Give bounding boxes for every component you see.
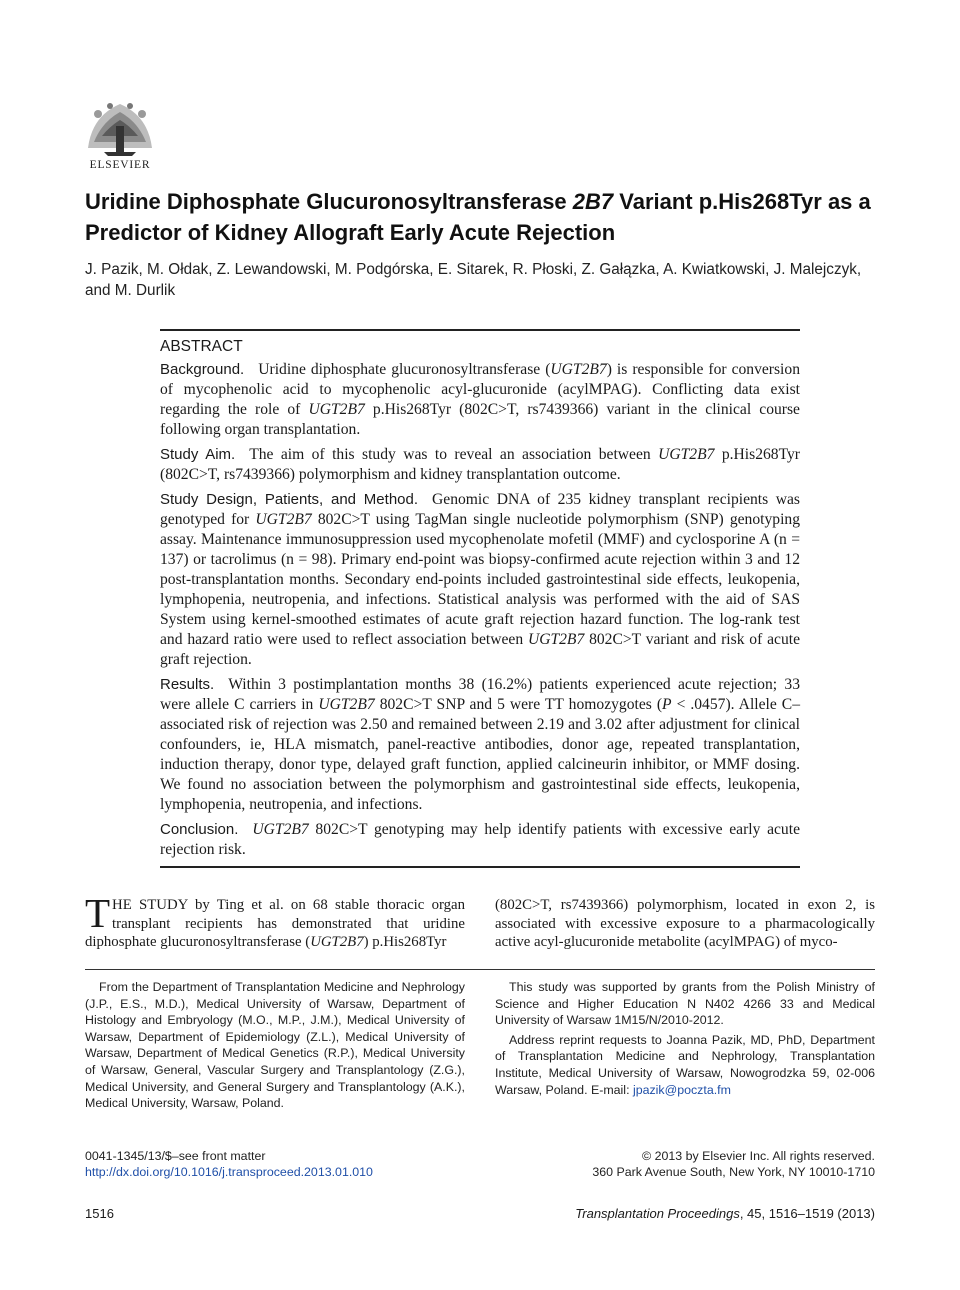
funding-note: This study was supported by grants from the Polish Ministry of Science and Higher Education N N402 4266 33 and Medical University of Warsaw 1M15/N/2010-2012. <box>495 980 875 1028</box>
funding-footnotes <box>495 979 875 1101</box>
abstract-background: Background. Uridine diphosphate glucuronosyltransferase (UGT2B7) is responsible for conversion of mycophenolic acid to mycophenolic acyl-glucuronide (acylMPAG). Conflicting data exist regarding the role of UGT2B7 p.His268Tyr (802C>T, rs7439366) variant in the clinical course following organ transplantation. <box>160 361 800 438</box>
front-matter-info <box>85 1148 373 1180</box>
article-title: Uridine Diphosphate Glucuronosyltransferase 2B7 Variant p.His268Tyr as a Predictor of Kidney Allograft Early Acute Rejection <box>85 189 871 245</box>
page-number: 1516 <box>85 1206 114 1221</box>
author-list: J. Pazik, M. Ołdak, Z. Lewandowski, M. Podgórska, E. Sitarek, R. Płoski, Z. Gałązka, A. Kwiatkowski, J. Malejczyk, and M. Durlik <box>85 261 862 299</box>
doi-link[interactable]: http://dx.doi.org/10.1016/j.transproceed.2013.01.010 <box>85 1165 373 1179</box>
body-column-right: (802C>T, rs7439366) polymorphism, located in exon 2, is associated with excessive exposure to a pharmacologically active acyl-glucuronide metabolite (acylMPAG) of myco- <box>495 897 875 951</box>
issn-line: 0041-1345/13/$–see front matter <box>85 1149 266 1163</box>
body-column-left: THE STUDY by Ting et al. on 68 stable thoracic organ transplant recipients has demonstrated that uridine diphosphate glucuronosyltransferase (UGT2B7) p.His268Tyr <box>85 890 465 951</box>
abstract-results: Results. Within 3 postimplantation months 38 (16.2%) patients experienced acute rejection; 33 were allele C carriers in UGT2B7 802C>T SNP and 5 were TT homozygotes (P < .0457). Allele C–associated risk of rejection was 2.50 and remained between 2.19 and 3.02 after adjustment for clinical confounders, ie, HLA mismatch, panel-reactive antibodies, donor age, repeated transplantation, induction therapy, donor type, delayed graft function, applied calcineurin inhibitor, or MMF dosing. We found no association between the polymorphism and gastrointestinal side effects, leukopenia, lymphopenia, neutropenia, and infections. <box>160 676 800 813</box>
elsevier-tree-icon <box>82 96 158 158</box>
elsevier-logo <box>82 96 158 171</box>
copyright-line: © 2013 by Elsevier Inc. All rights reserved. <box>642 1149 875 1163</box>
abstract-design: Study Design, Patients, and Method. Genomic DNA of 235 kidney transplant recipients was genotyped for UGT2B7 802C>T using TagMan single nucleotide polymorphism (SNP) genotyping assay. Maintenance immunosuppression used mycophenolate mofetil (MMF) and cyclosporine A (n = 137) or tacrolimus (n = 98). Primary end-point was biopsy-confirmed acute rejection within 3 and 12 post-transplantation months. Secondary end-points included gastrointestinal side effects, leukopenia, lymphopenia, neutropenia, and infections. Statistical analysis was performed with the aid of SAS System using kernel-smoothed estimates of acute graft rejection hazard function. The log-rank test and hazard ratio were used to reflect association between UGT2B7 802C>T variant and risk of acute graft rejection. <box>160 491 800 668</box>
abstract-heading: ABSTRACT <box>160 338 243 355</box>
email-link[interactable]: jpazik@poczta.fm <box>632 1082 731 1097</box>
drop-cap: T <box>85 890 111 936</box>
publisher-address: 360 Park Avenue South, New York, NY 10010-1710 <box>592 1165 875 1179</box>
affiliations-footnote: From the Department of Transplantation Medicine and Nephrology (J.P., E.S., M.D.), Medical University of Warsaw, Department of Histology and Embryology (M.O., M.P., J.M.), Medical University of Warsaw, Department of Epidemiology (Z.L.), Medical University of Warsaw, Department of Medical Genetics (R.P.), Medical University of Warsaw, General, Vascular Surgery and Transplantology (Z.G.), Medical University, and General Surgery and Transplantology (A.K.), Medical University, Warsaw, Poland. <box>85 980 465 1111</box>
logo-wordmark: ELSEVIER <box>89 159 151 171</box>
correspondence-note: Address reprint requests to Joanna Pazik, MD, PhD, Department of Transplantation Medicine and Nephrology, Transplantation Institute, Medical University of Warsaw, Nowogrodzka 59, 02-006 Warsaw, Poland. E-mail: jpazik@poczta.fm <box>495 1032 875 1097</box>
abstract-conclusion: Conclusion. UGT2B7 802C>T genotyping may help identify patients with excessive early acute rejection risk. <box>160 821 800 858</box>
abstract-aim: Study Aim. The aim of this study was to reveal an association between UGT2B7 p.His268Tyr (802C>T, rs7439366) polymorphism and kidney transplantation outcome. <box>160 446 801 483</box>
footnote-divider <box>85 969 875 970</box>
journal-citation: Transplantation Proceedings, 45, 1516–1519 (2013) <box>575 1206 875 1221</box>
abstract <box>160 329 800 868</box>
copyright-info <box>592 1148 875 1180</box>
